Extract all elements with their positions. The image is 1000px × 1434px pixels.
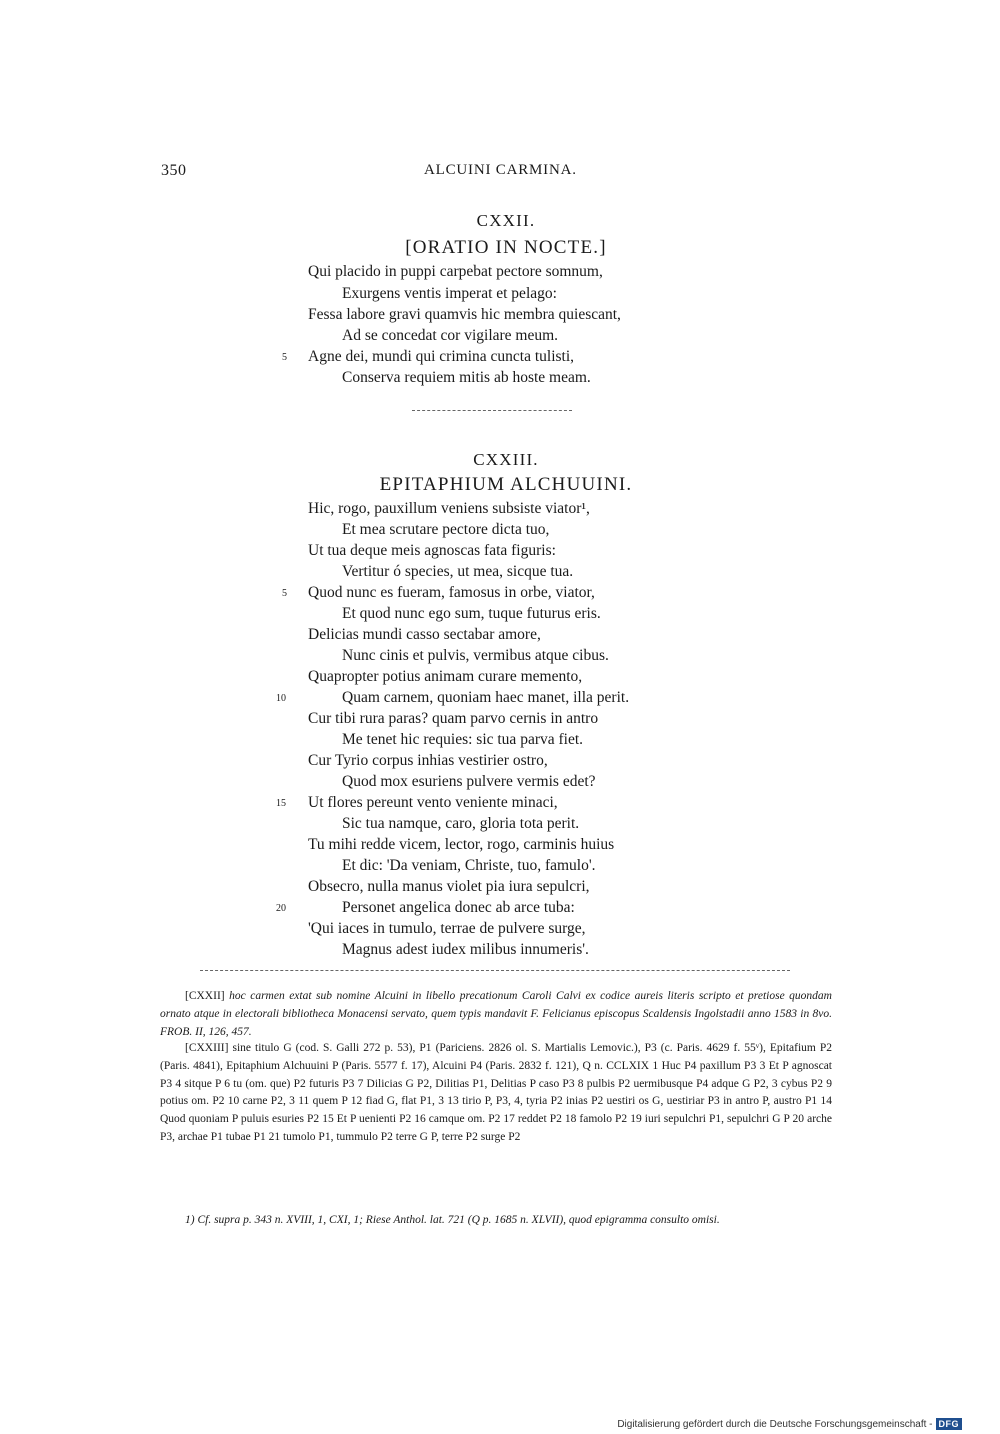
poem-title: EPITAPHIUM ALCHUUINI. <box>379 474 633 495</box>
note-text: hoc carmen extat sub nomine Alcuini in libello precationum Caroli Calvi ex codice aureis literis scripto et pretiose quondam ornato atque in electorali bibliotheca Monacensi servato, quem typis mandavit F. Felicianus episcopus Scaldensis Ingolstadii anno 1583 in 8vo. FROB. II, 126, 457. <box>160 990 832 1038</box>
page-number: 350 <box>161 162 187 179</box>
verse-line: Ad se concedat cor vigilare meum. <box>342 327 559 344</box>
verse-line: Quapropter potius animam curare memento, <box>308 668 583 685</box>
verse-line: Et quod nunc ego sum, tuque futurus eris. <box>342 605 601 622</box>
line-number: 20 <box>276 903 286 914</box>
verse-line: Me tenet hic requies: sic tua parva fiet. <box>342 731 584 748</box>
verse-line: Hic, rogo, pauxillum veniens subsiste viator¹, <box>308 500 590 517</box>
credit-text: Digitalisierung gefördert durch die Deutsche Forschungsgemeinschaft - <box>617 1419 933 1430</box>
footnote <box>160 1212 832 1230</box>
note-label: [CXXII] <box>185 990 225 1002</box>
verse-line: Quod nunc es fueram, famosus in orbe, viator, <box>308 584 595 601</box>
verse-line: Et mea scrutare pectore dicta tuo, <box>342 521 550 538</box>
verse-line: Obsecro, nulla manus violet pia iura sepulcri, <box>308 878 590 895</box>
footnote-separator <box>200 970 790 971</box>
poem-number: CXXIII. <box>473 450 539 469</box>
verse-line: Quam carnem, quoniam haec manet, illa perit. <box>342 689 630 706</box>
verse-line: Ut flores pereunt vento veniente minaci, <box>308 794 558 811</box>
verse-line: Cur Tyrio corpus inhias vestirier ostro, <box>308 752 548 769</box>
verse-line: Et dic: 'Da veniam, Christe, tuo, famulo'. <box>342 857 596 874</box>
verse-line: Conserva requiem mitis ab hoste meam. <box>342 369 591 386</box>
line-number: 10 <box>276 693 286 704</box>
line-number: 5 <box>282 588 287 599</box>
verse-line: Ut tua deque meis agnoscas fata figuris: <box>308 542 556 559</box>
verse-line: Fessa labore gravi quamvis hic membra quiescant, <box>308 306 621 323</box>
running-title: ALCUINI CARMINA. <box>424 162 577 178</box>
verse-line: Agne dei, mundi qui crimina cuncta tulisti, <box>308 348 575 365</box>
verse-line: Vertitur ó species, ut mea, sicque tua. <box>342 563 574 580</box>
verse-line: Sic tua namque, caro, gloria tota perit. <box>342 815 580 832</box>
section-separator <box>412 410 572 411</box>
footnote-text: 1) Cf. supra p. 343 n. XVIII, 1, CXI, 1; Riese Anthol. lat. 721 (Q p. 1685 n. XLVII), quod epigramma consulto omisi. <box>185 1214 720 1226</box>
dfg-logo: DFG <box>936 1418 963 1430</box>
note-text: sine titulo G (cod. S. Galli 272 p. 53), P1 (Pariciens. 2826 ol. S. Martialis Lemovic.), P3 (c. Paris. 4629 f. 55ᵛ), Epitafium P2 (Paris. 4841), Epitaphium Alchuuini P (Paris. 5577 f. 17), Alcuini P4 (Paris. 2832 f. 121), Q n. CCLXIX 1 Huc P4 paxillum P3 3 Et P agnoscat P3 4 sitque P 6 tu (om. que) P2 futuris P3 7 Dilicias G P2, Dilitias P1, Delitias P caso P3 8 pulbis P2 uermibusque P4 adque G P2, 3 cybus P2 9 potius om. P2 10 carne P2, 3 11 quem P 12 fiad G, flat P1, 3 13 tirio P, P3, 4, tyria P2 inias P2 uestiri os G, uestiriar P3 in antro P, austro P1 14 Quod quoniam P puluis esuries P2 15 Et P uenienti P2 16 camque om. P2 17 reddet P2 18 famolo P2 19 iuri sepulchri P1, sepulchri G P 20 arche P3, archae P1 tubae P1 21 tumolo P1, tummulo P2 terre G P, terre P2 surge P2 <box>160 1042 833 1143</box>
line-number: 15 <box>276 798 286 809</box>
verse-line: Delicias mundi casso sectabar amore, <box>308 626 541 643</box>
verse-line: Tu mihi redde vicem, lector, rogo, carminis huius <box>308 836 615 853</box>
verse-line: Cur tibi rura paras? quam parvo cernis in antro <box>308 710 599 727</box>
note-label: [CXXIII] <box>185 1042 229 1054</box>
line-number: 5 <box>282 352 287 363</box>
verse-line: Exurgens ventis imperat et pelago: <box>342 285 557 302</box>
apparatus-note <box>160 1040 832 1147</box>
poem-number: CXXII. <box>476 211 536 230</box>
verse-line: Quod mox esuriens pulvere vermis edet? <box>342 773 596 790</box>
digitization-credit <box>617 1418 962 1430</box>
verse-line: Magnus adest iudex milibus innumeris'. <box>342 941 589 958</box>
poem-title: [ORATIO IN NOCTE.] <box>405 237 607 258</box>
verse-line: Qui placido in puppi carpebat pectore somnum, <box>308 263 603 280</box>
verse-line: 'Qui iaces in tumulo, terrae de pulvere surge, <box>308 920 586 937</box>
verse-line: Personet angelica donec ab arce tuba: <box>342 899 575 916</box>
apparatus-note <box>160 988 832 1041</box>
verse-line: Nunc cinis et pulvis, vermibus atque cibus. <box>342 647 609 664</box>
